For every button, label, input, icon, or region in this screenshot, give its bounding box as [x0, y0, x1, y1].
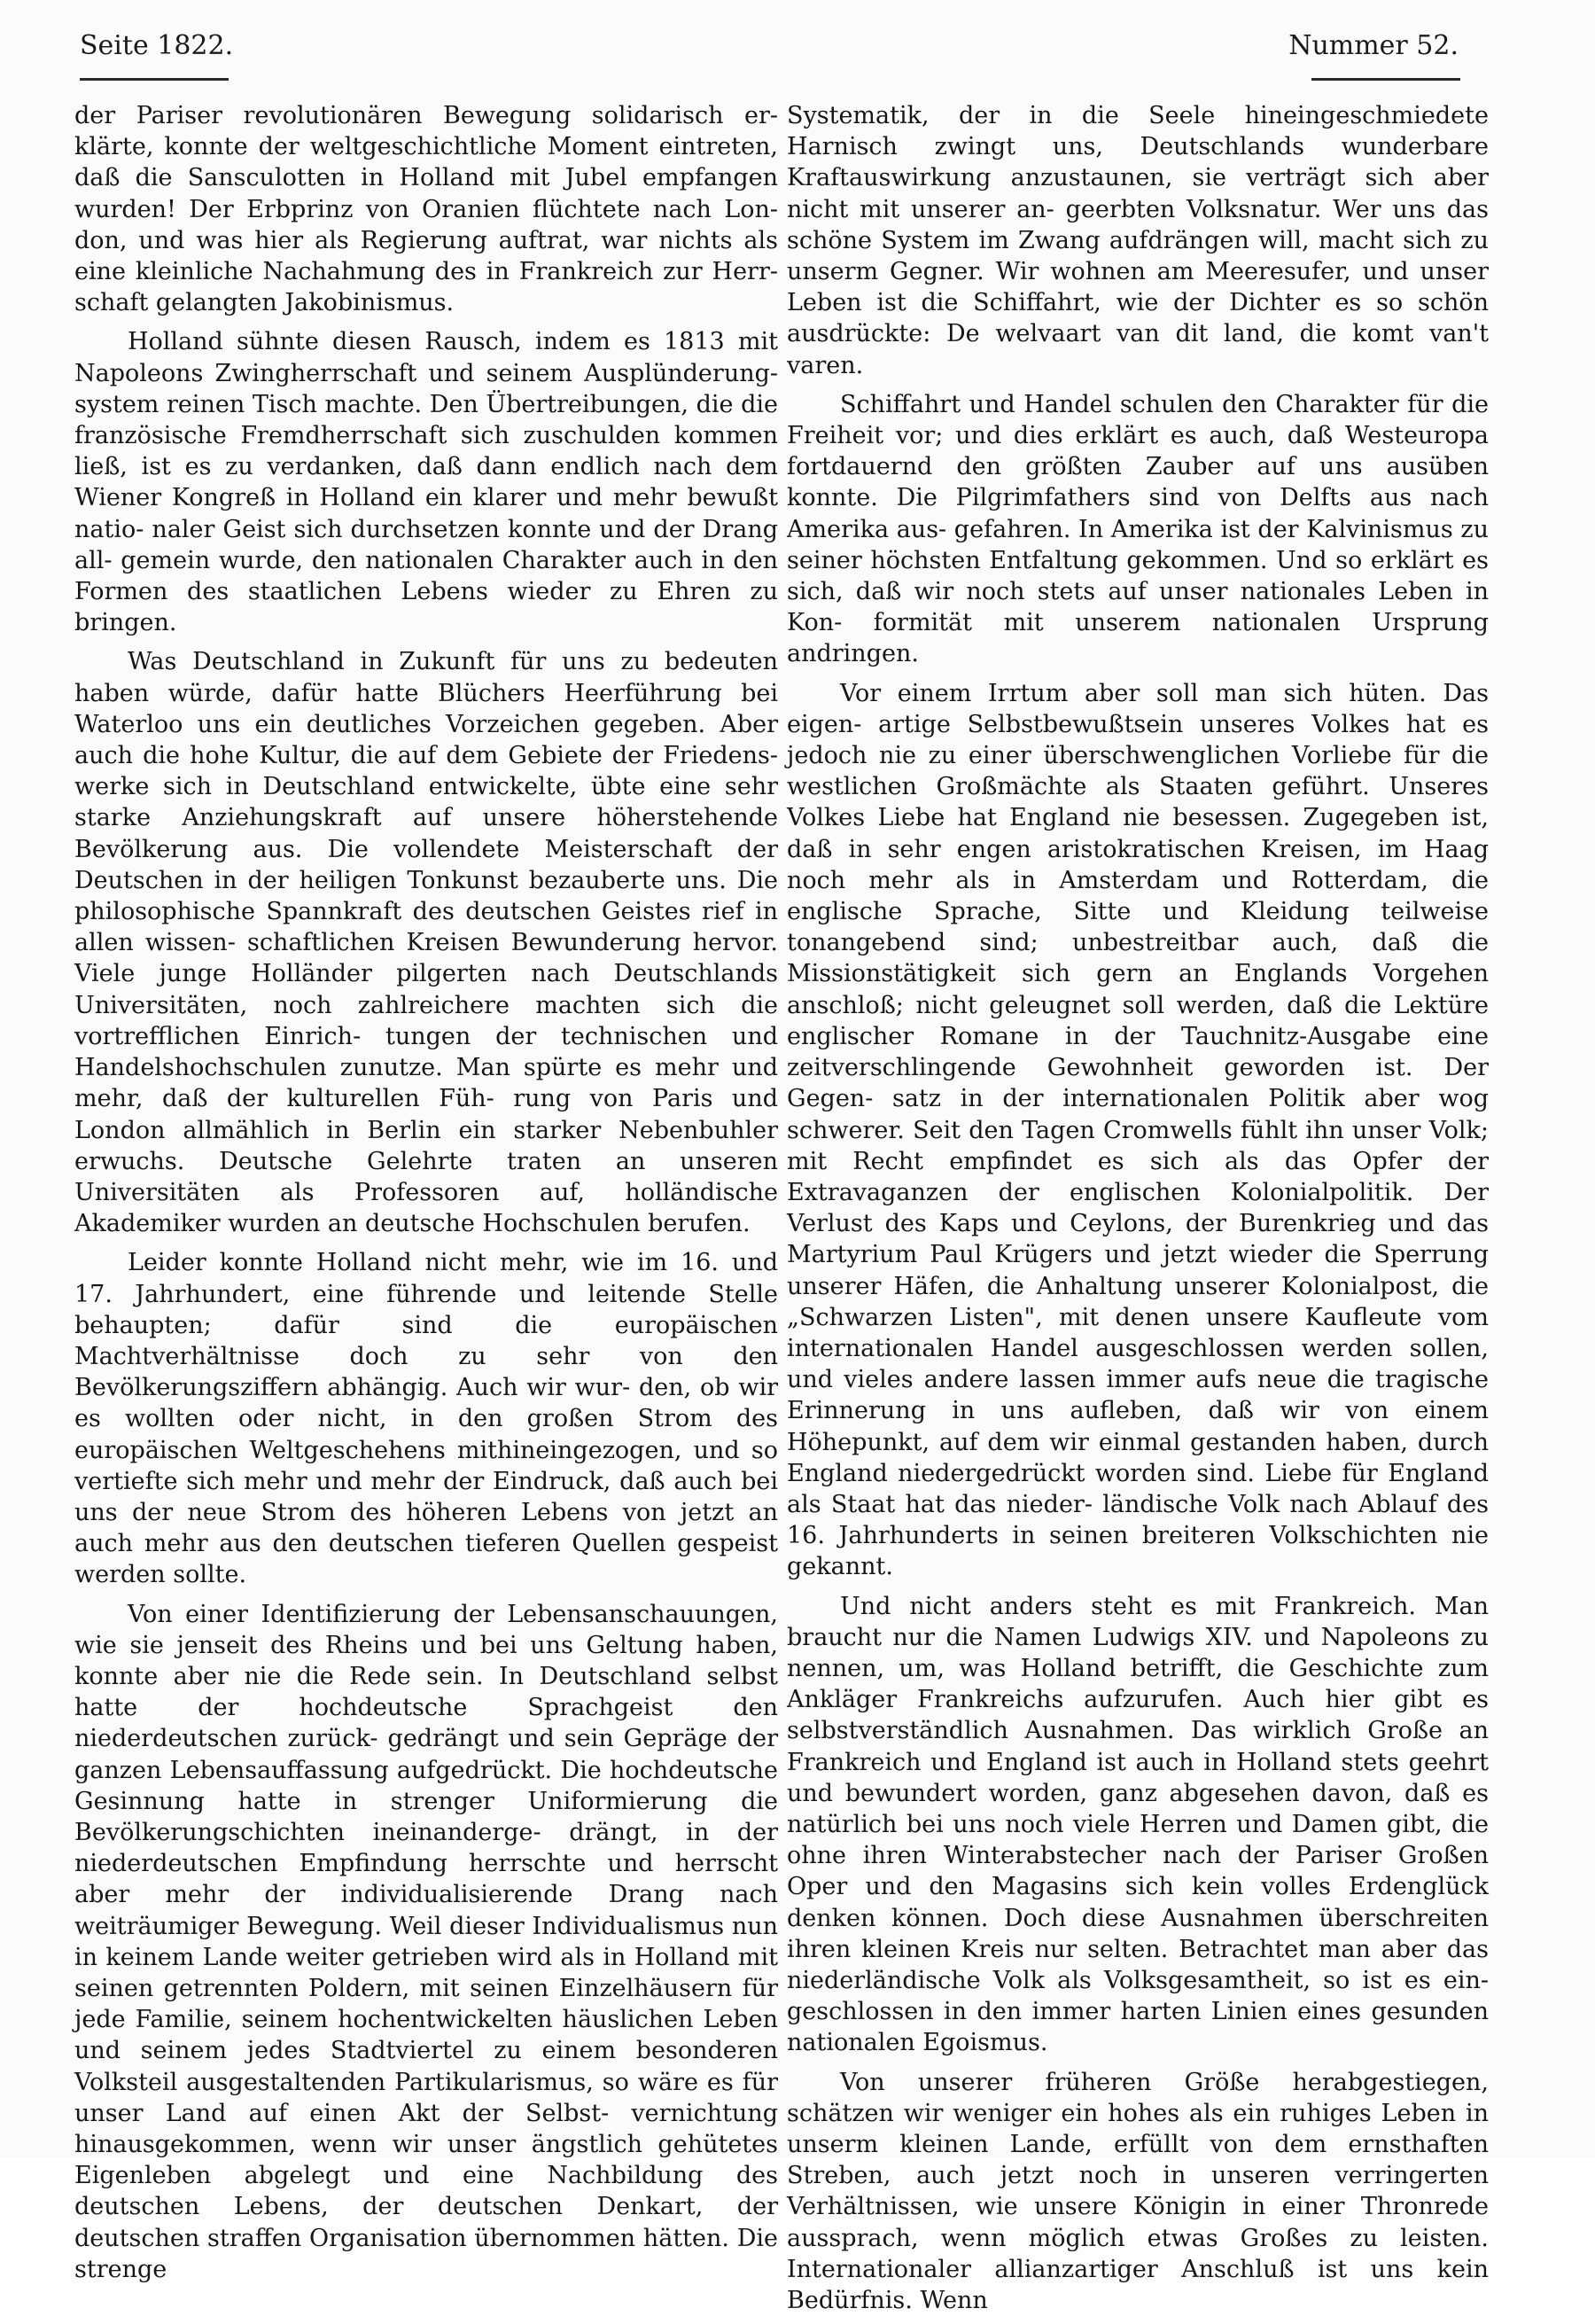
issue-number: Nummer 52.: [1288, 30, 1459, 61]
paragraph: Holland sühnte diesen Rausch, indem es 1813 mit Napoleons Zwingherrschaft und seinem Ausplünderung- system reinen Tisch machte. Den Übertreibungen, die die französische Fremdherrschaft sich zuschulden kommen ließ, ist es zu verdanken, daß dann endlich nach dem Wiener Kongreß in Holland ein klarer und mehr bewußt natio- naler Geist sich durchsetzen konnte und der Drang all- gemein wurde, den nationalen Charakter auch in den Formen des staatlichen Lebens wieder zu Ehren zu bringen.: [74, 328, 778, 637]
right-column: [787, 100, 1489, 2324]
header-rule-right: [1311, 78, 1460, 81]
paragraph: Von unserer früheren Größe herabgestiegen, schätzen wir weniger ein hohes als ein ruhiges Leben in unserm kleinen Lande, erfüllt von dem ernsthaften Streben, auch jetzt noch in unseren verringerten Verhältnissen, wie unsere Königin in einer Thronrede aussprach, wenn möglich etwas Großes zu leisten. Internationaler allianzartiger Anschluß ist uns kein Bedürfnis. Wenn: [787, 2068, 1489, 2315]
paragraph: Vor einem Irrtum aber soll man sich hüten. Das eigen- artige Selbstbewußtsein unseres Volkes hat es jedoch nie zu einer überschwenglichen Vorliebe für die westlichen Großmächte als Staaten geführt. Unseres Volkes Liebe hat England nie besessen. Zugegeben ist, daß in sehr engen aristokratischen Kreisen, im Haag noch mehr als in Amsterdam und Rotterdam, die englische Sprache, Sitte und Kleidung teilweise tonangebend sind; unbestreitbar auch, daß die Missionstätigkeit sich gern an Englands Vorgehen anschloß; nicht geleugnet soll werden, daß die Lektüre englischer Romane in der Tauchnitz-Ausgabe eine zeitverschlingende Gewohnheit geworden ist. Der Gegen- satz in der internationalen Politik aber wog schwerer. Seit den Tagen Cromwells fühlt ihn unser Volk; mit Recht empfindet es sich als das Opfer der Extravaganzen der englischen Kolonialpolitik. Der Verlust des Kaps und Ceylons, der Burenkrieg und das Martyrium Paul Krügers und jetzt wieder die Sperrung unserer Häfen, die Anhaltung unserer Kolonialpost, die „Schwarzen Listen", mit denen unsere Kaufleute vom internationalen Handel ausgeschlossen werden sollen, und vieles andere lassen immer aufs neue die tragische Erinnerung in uns aufleben, daß wir von einem Höhepunkt, auf dem wir einmal gestanden haben, durch England niedergedrückt worden sind. Liebe für England als Staat hat das nieder- ländische Volk nach Ablauf des 16. Jahrhunderts in seinen breiteren Volkschichten nie gekannt.: [787, 679, 1489, 1581]
paragraph: Von einer Identifizierung der Lebensanschauungen, wie sie jenseit des Rheins und bei uns Geltung haben, konnte aber nie die Rede sein. In Deutschland selbst hatte der hochdeutsche Sprachgeist den niederdeutschen zurück- gedrängt und sein Gepräge der ganzen Lebensauffassung aufgedrückt. Die hochdeutsche Gesinnung hatte in strenger Uniformierung die Bevölkerungschichten ineinanderge- drängt, in der niederdeutschen Empfindung herrschte und herrscht aber mehr der individualisierende Drang nach weiträumiger Bewegung. Weil dieser Individualismus nun in keinem Lande weiter getrieben wird als in Holland mit seinen getrennten Poldern, mit seinen Einzelhäusern für jede Familie, seinem hochentwickelten häuslichen Leben und seinem jedes Stadtviertel zu einem besonderen Volksteil ausgestaltenden Partikularismus, so wäre es für unser Land auf einen Akt der Selbst- vernichtung hinausgekommen, wenn wir unser ängstlich gehütetes Eigenleben abgelegt und eine Nachbildung des deutschen Lebens, der deutschen Denkart, der deutschen straffen Organisation übernommen hätten. Die strenge: [74, 1600, 778, 2283]
header-rule-left: [80, 78, 229, 81]
paragraph: Schiffahrt und Handel schulen den Charakter für die Freiheit vor; und dies erklärt es auch, daß Westeuropa fortdauernd den größten Zauber auf uns ausüben konnte. Die Pilgrimfathers sind von Delfts aus nach Amerika aus- gefahren. In Amerika ist der Kalvinismus zu seiner höchsten Entfaltung gekommen. Und so erklärt es sich, daß wir noch stets auf unser nationales Leben in Kon- formität mit unserem nationalen Ursprung andringen.: [787, 390, 1489, 668]
paragraph: der Pariser revolutionären Bewegung solidarisch er- klärte, konnte der weltgeschichtliche Moment eintreten, daß die Sansculotten in Holland mit Jubel empfangen wurden! Der Erbprinz von Oranien flüchtete nach Lon- don, und was hier als Regierung auftrat, war nichts als eine kleinliche Nachahmung des in Frankreich zur Herr- schaft gelangten Jakobinismus.: [74, 102, 778, 317]
paragraph: Leider konnte Holland nicht mehr, wie im 16. und 17. Jahrhundert, eine führende und leitende Stelle behaupten; dafür sind die europäischen Machtverhältnisse doch zu sehr von den Bevölkerungsziffern abhängig. Auch wir wur- den, ob wir es wollten oder nicht, in den großen Strom des europäischen Weltgeschehens mithineingezogen, und so vertiefte sich mehr und mehr der Eindruck, daß auch bei uns der neue Strom des höheren Lebens von jetzt an auch mehr aus den deutschen tieferen Quellen gespeist werden sollte.: [74, 1249, 778, 1589]
page-number: Seite 1822.: [80, 30, 234, 61]
left-column: [74, 100, 778, 2293]
paragraph: Systematik, der in die Seele hineingeschmiedete Harnisch zwingt uns, Deutschlands wunderbare Kraftauswirkung anzustaunen, sie verträgt sich aber nicht mit unserer an- geerbten Volksnatur. Wer uns das schöne System im Zwang aufdrängen will, macht sich zu unserm Gegner. Wir wohnen am Meeresufer, und unser Leben ist die Schiffahrt, wie der Dichter es so schön ausdrückte: De welvaart van dit land, die komt van't varen.: [787, 102, 1489, 379]
paragraph: Und nicht anders steht es mit Frankreich. Man braucht nur die Namen Ludwigs XIV. und Napoleons zu nennen, um, was Holland betrifft, die Geschichte zum Ankläger Frankreichs aufzurufen. Auch hier gibt es selbstverständlich Ausnahmen. Das wirklich Große an Frankreich und England ist auch in Holland stets geehrt und bewundert worden, ganz abgesehen davon, daß es natürlich bei uns noch viele Herren und Damen gibt, die ohne ihren Winterabstecher nach der Pariser Großen Oper und den Magasins sich kein volles Erdenglück denken können. Doch diese Ausnahmen überschreiten ihren kleinen Kreis nur selten. Betrachtet man aber das niederländische Volk als Volksgesamtheit, so ist es ein- geschlossen in den immer harten Linien eines gesunden nationalen Egoismus.: [787, 1592, 1489, 2057]
paragraph: Was Deutschland in Zukunft für uns zu bedeuten haben würde, dafür hatte Blüchers Heerführung bei Waterloo uns ein deutliches Vorzeichen gegeben. Aber auch die hohe Kultur, die auf dem Gebiete der Friedens- werke sich in Deutschland entwickelte, übte eine sehr starke Anziehungskraft auf unsere höherstehende Bevölkerung aus. Die vollendete Meisterschaft der Deutschen in der heiligen Tonkunst bezauberte uns. Die philosophische Spannkraft des deutschen Geistes rief in allen wissen- schaftlichen Kreisen Bewunderung hervor. Viele junge Holländer pilgerten nach Deutschlands Universitäten, noch zahlreichere machten sich die vortrefflichen Einrich- tungen der technischen und Handelshochschulen zunutze. Man spürte es mehr und mehr, daß der kulturellen Füh- rung von Paris und London allmählich in Berlin ein starker Nebenbuhler erwuchs. Deutsche Gelehrte traten an unseren Universitäten als Professoren auf, holländische Akademiker wurden an deutsche Hochschulen berufen.: [74, 648, 778, 1238]
